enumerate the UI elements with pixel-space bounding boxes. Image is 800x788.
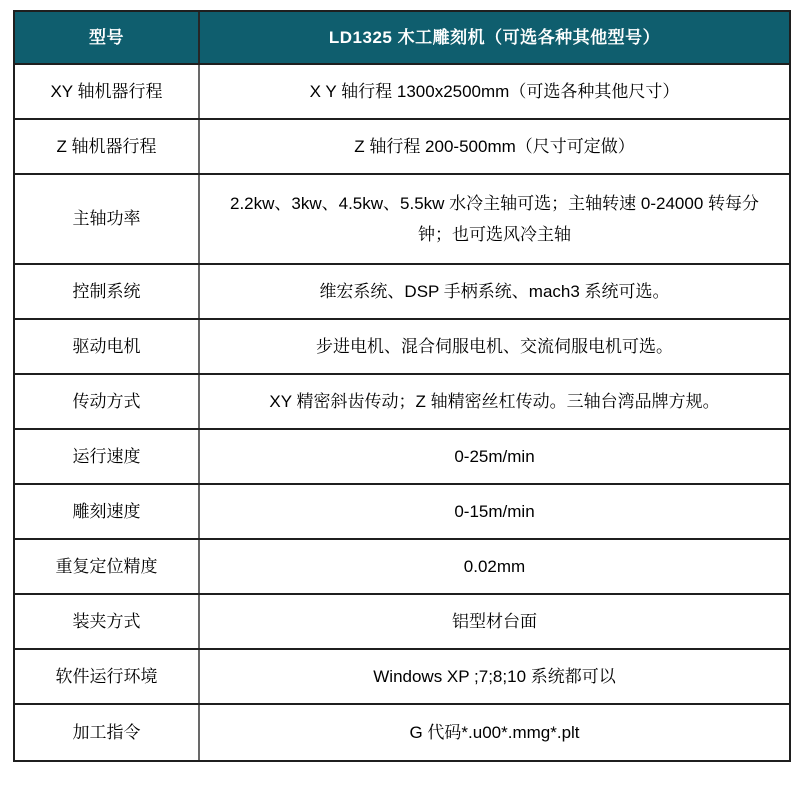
row-value: 0.02mm (463, 556, 526, 576)
row-value: X Y 轴行程 1300x2500mm（可选各种其他尺寸） (309, 81, 680, 101)
row-label: Z 轴机器行程 (15, 120, 200, 173)
row-value: 维宏系统、DSP 手柄系统、mach3 系统可选。 (319, 281, 670, 301)
row-value: 步进电机、混合伺服电机、交流伺服电机可选。 (316, 336, 673, 356)
table-row (15, 430, 789, 485)
row-label: 主轴功率 (15, 175, 200, 263)
table-row (15, 650, 789, 705)
row-label: 驱动电机 (15, 320, 200, 373)
table-row (15, 540, 789, 595)
table-row (15, 595, 789, 650)
table-row (15, 485, 789, 540)
row-value: G 代码*.u00*.mmg*.plt (409, 722, 580, 742)
table-row (15, 65, 789, 120)
row-label: 传动方式 (15, 375, 200, 428)
row-value: 0-25m/min (454, 446, 535, 466)
table-row (15, 175, 789, 265)
row-label: 运行速度 (15, 430, 200, 483)
row-label: XY 轴机器行程 (15, 65, 200, 118)
row-value: Windows XP ;7;8;10 系统都可以 (373, 666, 616, 686)
table-row (15, 120, 789, 175)
header-model-value: LD1325 木工雕刻机（可选各种其他型号） (328, 27, 661, 47)
row-value: XY 精密斜齿传动；Z 轴精密丝杠传动。三轴台湾品牌方规。 (269, 391, 720, 411)
table-row (15, 375, 789, 430)
row-label: 软件运行环境 (15, 650, 200, 703)
row-label: 加工指令 (15, 705, 200, 760)
table-body (15, 65, 789, 760)
row-label: 控制系统 (15, 265, 200, 318)
table-row (15, 705, 789, 760)
table-header-row (15, 12, 789, 65)
row-value: 0-15m/min (454, 501, 535, 521)
row-value: Z 轴行程 200-500mm（尺寸可定做） (354, 136, 635, 156)
spec-table (13, 10, 791, 762)
header-model-label: 型号 (15, 12, 200, 63)
table-row (15, 265, 789, 320)
row-label: 雕刻速度 (15, 485, 200, 538)
row-label: 重复定位精度 (15, 540, 200, 593)
row-value: 2.2kw、3kw、4.5kw、5.5kw 水冷主轴可选；主轴转速 0-24000 转每分钟；也可选风冷主轴 (229, 193, 760, 244)
table-row (15, 320, 789, 375)
row-label: 装夹方式 (15, 595, 200, 648)
row-value: 铝型材台面 (452, 611, 537, 631)
